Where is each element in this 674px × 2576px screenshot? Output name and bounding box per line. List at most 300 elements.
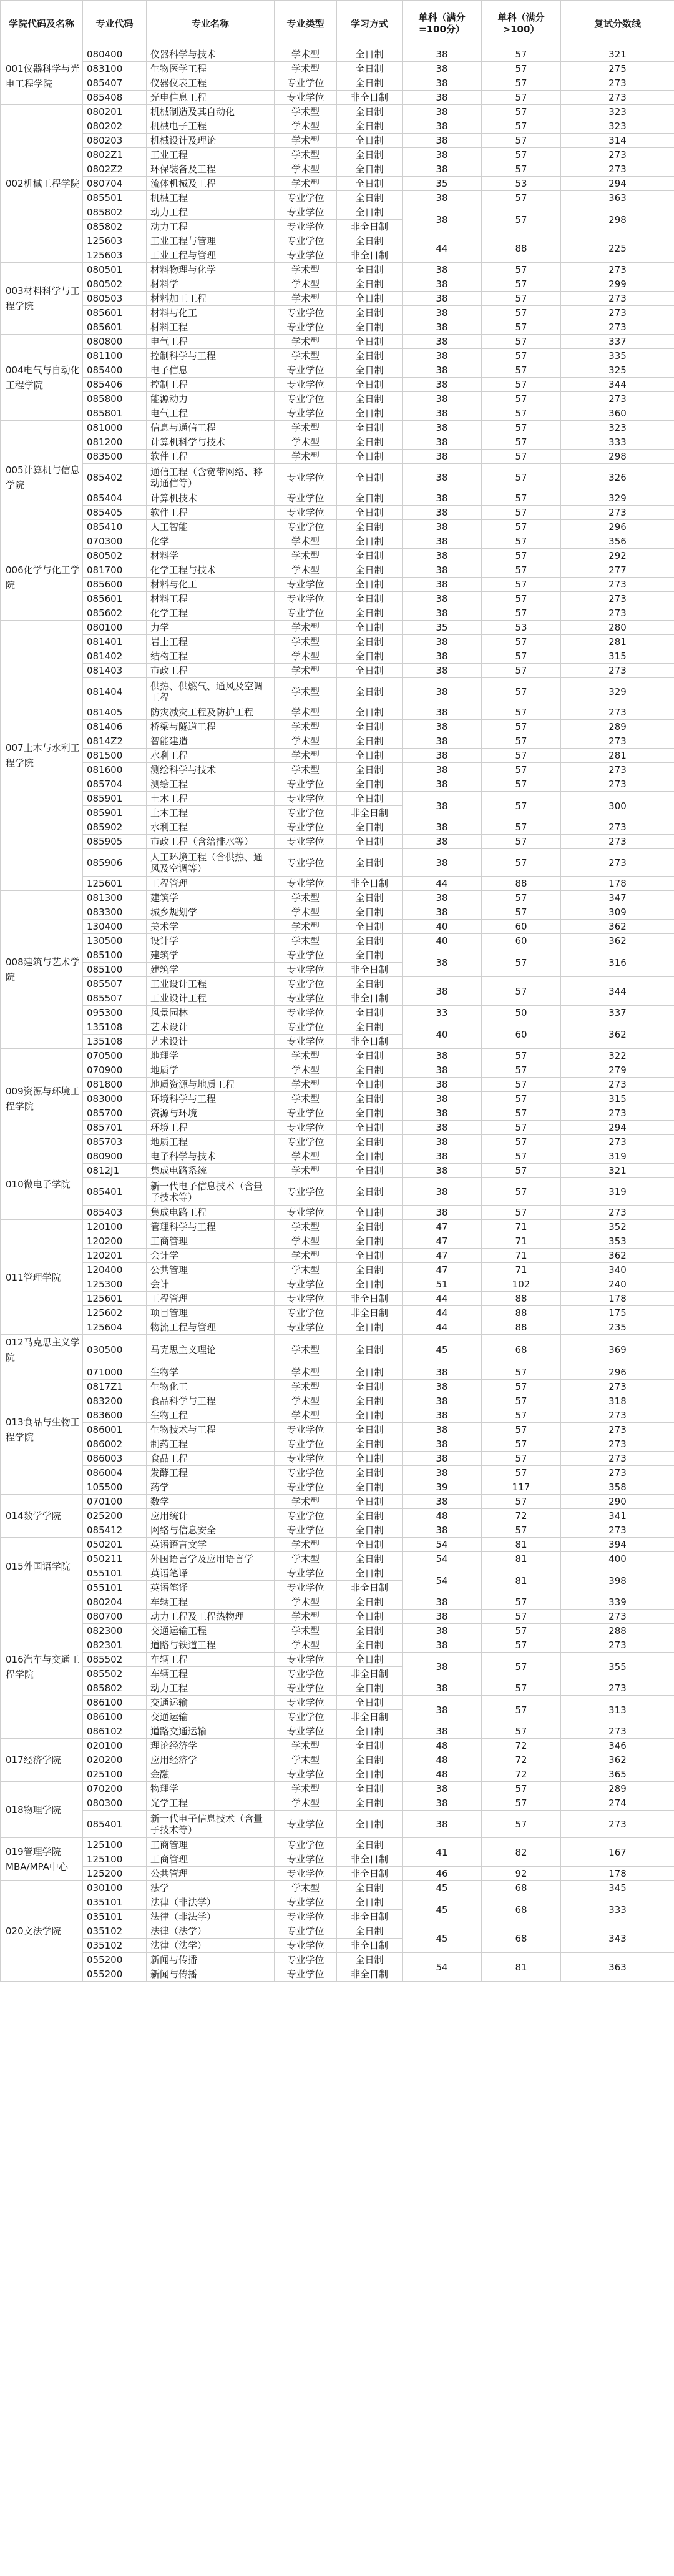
major-name-cell: 理论经济学 xyxy=(147,1739,275,1753)
retest-score-cell: 346 xyxy=(561,1739,674,1753)
table-row xyxy=(1,1753,674,1767)
study-mode-cell: 全日制 xyxy=(337,1624,403,1638)
table-row xyxy=(1,1149,674,1164)
major-name-cell: 道路交通运输 xyxy=(147,1724,275,1739)
major-name-cell: 人工环境工程（含供热、通风及空调等） xyxy=(147,849,275,877)
single-over-100-cell: 57 xyxy=(482,1092,561,1106)
single-over-100-cell: 57 xyxy=(482,1466,561,1480)
major-code-cell: 085401 xyxy=(83,1178,147,1206)
major-type-cell: 专业学位 xyxy=(275,792,337,806)
major-code-cell: 070900 xyxy=(83,1063,147,1078)
study-mode-cell: 全日制 xyxy=(337,119,403,134)
retest-score-cell: 281 xyxy=(561,749,674,763)
major-name-cell: 生物医学工程 xyxy=(147,62,275,76)
major-type-cell: 学术型 xyxy=(275,664,337,678)
study-mode-cell: 全日制 xyxy=(337,1092,403,1106)
retest-score-cell: 323 xyxy=(561,105,674,119)
study-mode-cell: 非全日制 xyxy=(337,1710,403,1724)
single-over-100-cell: 71 xyxy=(482,1220,561,1234)
major-type-cell: 学术型 xyxy=(275,335,337,349)
table-row xyxy=(1,392,674,406)
table-row xyxy=(1,1178,674,1206)
single-over-100-cell: 72 xyxy=(482,1767,561,1782)
retest-score-cell: 337 xyxy=(561,335,674,349)
study-mode-cell: 全日制 xyxy=(337,435,403,450)
study-mode-cell: 全日制 xyxy=(337,1724,403,1739)
single-over-100-cell: 57 xyxy=(482,91,561,105)
major-name-cell: 外国语言学及应用语言学 xyxy=(147,1552,275,1566)
major-type-cell: 专业学位 xyxy=(275,464,337,491)
major-type-cell: 学术型 xyxy=(275,1739,337,1753)
header-study-mode: 学习方式 xyxy=(337,1,403,47)
retest-score-cell: 315 xyxy=(561,649,674,664)
major-name-cell: 工程管理 xyxy=(147,877,275,891)
major-type-cell: 专业学位 xyxy=(275,1767,337,1782)
major-name-cell: 工业工程与管理 xyxy=(147,234,275,248)
retest-score-cell: 273 xyxy=(561,1380,674,1394)
major-type-cell: 学术型 xyxy=(275,1610,337,1624)
major-type-cell: 专业学位 xyxy=(275,835,337,849)
study-mode-cell: 全日制 xyxy=(337,649,403,664)
single-100-cell: 38 xyxy=(403,534,482,549)
college-cell: 007土木与水利工程学院 xyxy=(1,621,83,891)
table-row xyxy=(1,534,674,549)
major-name-cell: 食品科学与工程 xyxy=(147,1394,275,1408)
single-100-cell: 38 xyxy=(403,1595,482,1610)
major-code-cell: 0814Z2 xyxy=(83,734,147,749)
major-type-cell: 专业学位 xyxy=(275,1566,337,1581)
major-type-cell: 专业学位 xyxy=(275,1121,337,1135)
major-type-cell: 专业学位 xyxy=(275,1852,337,1867)
retest-score-cell: 273 xyxy=(561,1206,674,1220)
single-100-cell: 38 xyxy=(403,977,482,1006)
major-name-cell: 岩土工程 xyxy=(147,635,275,649)
major-code-cell: 086003 xyxy=(83,1452,147,1466)
major-name-cell: 计算机技术 xyxy=(147,491,275,506)
single-100-cell: 38 xyxy=(403,320,482,335)
retest-score-cell: 273 xyxy=(561,734,674,749)
study-mode-cell: 全日制 xyxy=(337,835,403,849)
study-mode-cell: 非全日制 xyxy=(337,806,403,820)
table-row xyxy=(1,1724,674,1739)
major-type-cell: 学术型 xyxy=(275,62,337,76)
college-cell: 004电气与自动化工程学院 xyxy=(1,335,83,421)
college-cell: 003材料科学与工程学院 xyxy=(1,263,83,335)
single-100-cell: 38 xyxy=(403,91,482,105)
retest-score-cell: 400 xyxy=(561,1552,674,1566)
major-code-cell: 085403 xyxy=(83,1206,147,1220)
study-mode-cell: 全日制 xyxy=(337,891,403,905)
major-code-cell: 080300 xyxy=(83,1796,147,1811)
study-mode-cell: 全日制 xyxy=(337,749,403,763)
single-100-cell: 48 xyxy=(403,1739,482,1753)
major-type-cell: 学术型 xyxy=(275,1881,337,1895)
single-over-100-cell: 57 xyxy=(482,820,561,835)
major-type-cell: 学术型 xyxy=(275,905,337,920)
header-retest-score: 复试分数线 xyxy=(561,1,674,47)
major-name-cell: 网络与信息安全 xyxy=(147,1523,275,1538)
single-100-cell: 38 xyxy=(403,635,482,649)
table-row xyxy=(1,162,674,177)
major-name-cell: 土木工程 xyxy=(147,792,275,806)
table-row xyxy=(1,1164,674,1178)
study-mode-cell: 全日制 xyxy=(337,177,403,191)
single-100-cell: 38 xyxy=(403,421,482,435)
single-100-cell: 38 xyxy=(403,1164,482,1178)
major-name-cell: 材料学 xyxy=(147,277,275,292)
single-100-cell: 38 xyxy=(403,1380,482,1394)
major-type-cell: 学术型 xyxy=(275,749,337,763)
single-over-100-cell: 57 xyxy=(482,649,561,664)
retest-score-cell: 178 xyxy=(561,877,674,891)
retest-score-cell: 277 xyxy=(561,563,674,578)
retest-score-cell: 347 xyxy=(561,891,674,905)
single-over-100-cell: 57 xyxy=(482,1106,561,1121)
single-over-100-cell: 57 xyxy=(482,277,561,292)
major-type-cell: 专业学位 xyxy=(275,1653,337,1667)
major-code-cell: 0802Z1 xyxy=(83,148,147,162)
major-code-cell: 080800 xyxy=(83,335,147,349)
single-over-100-cell: 88 xyxy=(482,1306,561,1320)
table-row xyxy=(1,205,674,220)
major-code-cell: 035102 xyxy=(83,1939,147,1953)
single-over-100-cell: 60 xyxy=(482,920,561,934)
single-over-100-cell: 57 xyxy=(482,349,561,363)
single-100-cell: 38 xyxy=(403,1078,482,1092)
retest-score-cell: 313 xyxy=(561,1696,674,1724)
major-type-cell: 学术型 xyxy=(275,534,337,549)
major-code-cell: 030500 xyxy=(83,1335,147,1365)
single-100-cell: 38 xyxy=(403,1437,482,1452)
major-type-cell: 专业学位 xyxy=(275,234,337,248)
single-100-cell: 38 xyxy=(403,406,482,421)
retest-score-cell: 341 xyxy=(561,1509,674,1523)
table-row xyxy=(1,635,674,649)
major-name-cell: 新闻与传播 xyxy=(147,1953,275,1967)
retest-score-cell: 321 xyxy=(561,47,674,62)
major-type-cell: 学术型 xyxy=(275,891,337,905)
retest-score-cell: 333 xyxy=(561,435,674,450)
single-100-cell: 38 xyxy=(403,1049,482,1063)
study-mode-cell: 全日制 xyxy=(337,1495,403,1509)
major-code-cell: 080202 xyxy=(83,119,147,134)
table-row xyxy=(1,1782,674,1796)
table-row xyxy=(1,1423,674,1437)
retest-score-cell: 398 xyxy=(561,1566,674,1595)
major-code-cell: 080204 xyxy=(83,1595,147,1610)
study-mode-cell: 全日制 xyxy=(337,1466,403,1480)
table-row xyxy=(1,47,674,62)
major-code-cell: 081100 xyxy=(83,349,147,363)
header-row xyxy=(1,1,674,47)
single-100-cell: 40 xyxy=(403,934,482,948)
single-100-cell: 48 xyxy=(403,1767,482,1782)
retest-score-cell: 296 xyxy=(561,520,674,534)
study-mode-cell: 全日制 xyxy=(337,720,403,734)
table-row xyxy=(1,105,674,119)
major-type-cell: 专业学位 xyxy=(275,91,337,105)
major-code-cell: 086100 xyxy=(83,1710,147,1724)
retest-score-cell: 273 xyxy=(561,763,674,777)
retest-score-cell: 369 xyxy=(561,1335,674,1365)
single-over-100-cell: 57 xyxy=(482,1164,561,1178)
major-code-cell: 125604 xyxy=(83,1320,147,1335)
major-type-cell: 学术型 xyxy=(275,421,337,435)
single-100-cell: 38 xyxy=(403,435,482,450)
major-type-cell: 专业学位 xyxy=(275,1811,337,1838)
table-row xyxy=(1,1538,674,1552)
major-type-cell: 学术型 xyxy=(275,705,337,720)
single-over-100-cell: 57 xyxy=(482,1452,561,1466)
major-code-cell: 080502 xyxy=(83,277,147,292)
single-100-cell: 38 xyxy=(403,392,482,406)
retest-score-cell: 273 xyxy=(561,1452,674,1466)
major-code-cell: 085901 xyxy=(83,806,147,820)
study-mode-cell: 全日制 xyxy=(337,105,403,119)
single-over-100-cell: 81 xyxy=(482,1538,561,1552)
major-code-cell: 070500 xyxy=(83,1049,147,1063)
single-100-cell: 44 xyxy=(403,1292,482,1306)
single-over-100-cell: 57 xyxy=(482,1078,561,1092)
major-code-cell: 085802 xyxy=(83,1681,147,1696)
major-code-cell: 085402 xyxy=(83,464,147,491)
single-over-100-cell: 57 xyxy=(482,1380,561,1394)
major-name-cell: 桥梁与隧道工程 xyxy=(147,720,275,734)
table-row xyxy=(1,720,674,734)
major-type-cell: 专业学位 xyxy=(275,1724,337,1739)
major-code-cell: 080503 xyxy=(83,292,147,306)
retest-score-cell: 273 xyxy=(561,292,674,306)
single-over-100-cell: 57 xyxy=(482,905,561,920)
major-name-cell: 艺术设计 xyxy=(147,1020,275,1035)
single-100-cell: 38 xyxy=(403,734,482,749)
single-over-100-cell: 57 xyxy=(482,606,561,621)
study-mode-cell: 全日制 xyxy=(337,934,403,948)
retest-score-cell: 345 xyxy=(561,1881,674,1895)
study-mode-cell: 全日制 xyxy=(337,406,403,421)
single-over-100-cell: 57 xyxy=(482,1681,561,1696)
major-type-cell: 学术型 xyxy=(275,1092,337,1106)
major-code-cell: 085502 xyxy=(83,1653,147,1667)
study-mode-cell: 全日制 xyxy=(337,506,403,520)
study-mode-cell: 全日制 xyxy=(337,1523,403,1538)
major-type-cell: 专业学位 xyxy=(275,1710,337,1724)
table-row xyxy=(1,363,674,378)
major-code-cell: 085800 xyxy=(83,392,147,406)
single-100-cell: 38 xyxy=(403,905,482,920)
major-code-cell: 085601 xyxy=(83,306,147,320)
single-100-cell: 54 xyxy=(403,1953,482,1982)
single-over-100-cell: 57 xyxy=(482,134,561,148)
major-code-cell: 081200 xyxy=(83,435,147,450)
study-mode-cell: 全日制 xyxy=(337,1164,403,1178)
table-row xyxy=(1,76,674,91)
major-name-cell: 物理学 xyxy=(147,1782,275,1796)
single-100-cell: 38 xyxy=(403,491,482,506)
retest-score-cell: 358 xyxy=(561,1480,674,1495)
major-code-cell: 035101 xyxy=(83,1895,147,1910)
major-type-cell: 学术型 xyxy=(275,47,337,62)
table-row xyxy=(1,450,674,464)
major-code-cell: 085501 xyxy=(83,191,147,205)
study-mode-cell: 全日制 xyxy=(337,1895,403,1910)
major-name-cell: 应用统计 xyxy=(147,1509,275,1523)
single-over-100-cell: 57 xyxy=(482,306,561,320)
major-name-cell: 新一代电子信息技术（含量子技术等） xyxy=(147,1811,275,1838)
college-cell: 005计算机与信息学院 xyxy=(1,421,83,534)
major-name-cell: 环境工程 xyxy=(147,1121,275,1135)
major-code-cell: 105500 xyxy=(83,1480,147,1495)
major-type-cell: 学术型 xyxy=(275,1149,337,1164)
table-row xyxy=(1,1924,674,1939)
table-row xyxy=(1,306,674,320)
table-row xyxy=(1,1881,674,1895)
study-mode-cell: 全日制 xyxy=(337,1595,403,1610)
single-over-100-cell: 57 xyxy=(482,378,561,392)
major-name-cell: 机械设计及理论 xyxy=(147,134,275,148)
single-100-cell: 38 xyxy=(403,1178,482,1206)
single-100-cell: 38 xyxy=(403,1724,482,1739)
major-type-cell: 专业学位 xyxy=(275,1292,337,1306)
major-code-cell: 085400 xyxy=(83,363,147,378)
major-type-cell: 学术型 xyxy=(275,1220,337,1234)
major-name-cell: 控制科学与工程 xyxy=(147,349,275,363)
single-100-cell: 38 xyxy=(403,450,482,464)
major-code-cell: 081600 xyxy=(83,763,147,777)
header-college: 学院代码及名称 xyxy=(1,1,83,47)
study-mode-cell: 全日制 xyxy=(337,1121,403,1135)
major-type-cell: 学术型 xyxy=(275,263,337,277)
single-100-cell: 38 xyxy=(403,720,482,734)
table-row xyxy=(1,1277,674,1292)
single-over-100-cell: 57 xyxy=(482,720,561,734)
major-code-cell: 080502 xyxy=(83,549,147,563)
major-name-cell: 信息与通信工程 xyxy=(147,421,275,435)
major-type-cell: 学术型 xyxy=(275,349,337,363)
retest-score-cell: 273 xyxy=(561,1106,674,1121)
single-over-100-cell: 50 xyxy=(482,1006,561,1020)
major-type-cell: 专业学位 xyxy=(275,1452,337,1466)
retest-score-cell: 275 xyxy=(561,62,674,76)
major-code-cell: 055200 xyxy=(83,1967,147,1982)
major-code-cell: 085901 xyxy=(83,792,147,806)
study-mode-cell: 全日制 xyxy=(337,349,403,363)
study-mode-cell: 全日制 xyxy=(337,1838,403,1852)
major-name-cell: 制药工程 xyxy=(147,1437,275,1452)
table-row xyxy=(1,934,674,948)
major-name-cell: 建筑学 xyxy=(147,963,275,977)
major-type-cell: 专业学位 xyxy=(275,520,337,534)
study-mode-cell: 全日制 xyxy=(337,1178,403,1206)
major-type-cell: 学术型 xyxy=(275,1638,337,1653)
study-mode-cell: 全日制 xyxy=(337,849,403,877)
major-code-cell: 080201 xyxy=(83,105,147,119)
study-mode-cell: 全日制 xyxy=(337,1437,403,1452)
single-100-cell: 38 xyxy=(403,792,482,820)
table-row xyxy=(1,891,674,905)
single-100-cell: 38 xyxy=(403,162,482,177)
major-code-cell: 085703 xyxy=(83,1135,147,1149)
study-mode-cell: 全日制 xyxy=(337,1149,403,1164)
major-type-cell: 学术型 xyxy=(275,621,337,635)
retest-score-cell: 314 xyxy=(561,134,674,148)
college-cell: 018物理学院 xyxy=(1,1782,83,1838)
retest-score-cell: 329 xyxy=(561,678,674,705)
retest-score-cell: 318 xyxy=(561,1394,674,1408)
table-row xyxy=(1,1495,674,1509)
single-100-cell: 38 xyxy=(403,1796,482,1811)
major-name-cell: 化学 xyxy=(147,534,275,549)
single-100-cell: 38 xyxy=(403,705,482,720)
major-type-cell: 专业学位 xyxy=(275,1895,337,1910)
table-row xyxy=(1,1437,674,1452)
single-over-100-cell: 57 xyxy=(482,635,561,649)
major-type-cell: 专业学位 xyxy=(275,991,337,1006)
major-name-cell: 环境科学与工程 xyxy=(147,1092,275,1106)
single-over-100-cell: 57 xyxy=(482,1365,561,1380)
major-name-cell: 材料工程 xyxy=(147,320,275,335)
single-100-cell: 47 xyxy=(403,1234,482,1249)
retest-score-cell: 273 xyxy=(561,849,674,877)
table-row xyxy=(1,1365,674,1380)
retest-score-cell: 321 xyxy=(561,1164,674,1178)
major-code-cell: 050211 xyxy=(83,1552,147,1566)
table-row xyxy=(1,849,674,877)
single-100-cell: 38 xyxy=(403,306,482,320)
retest-score-cell: 322 xyxy=(561,1049,674,1063)
study-mode-cell: 全日制 xyxy=(337,1782,403,1796)
single-over-100-cell: 72 xyxy=(482,1739,561,1753)
major-code-cell: 081406 xyxy=(83,720,147,734)
major-type-cell: 专业学位 xyxy=(275,191,337,205)
single-over-100-cell: 57 xyxy=(482,191,561,205)
single-over-100-cell: 57 xyxy=(482,1049,561,1063)
study-mode-cell: 全日制 xyxy=(337,1638,403,1653)
major-type-cell: 专业学位 xyxy=(275,578,337,592)
major-code-cell: 050201 xyxy=(83,1538,147,1552)
single-over-100-cell: 57 xyxy=(482,421,561,435)
major-name-cell: 生物工程 xyxy=(147,1408,275,1423)
study-mode-cell: 全日制 xyxy=(337,1811,403,1838)
retest-score-cell: 329 xyxy=(561,491,674,506)
single-100-cell: 38 xyxy=(403,1121,482,1135)
retest-score-cell: 225 xyxy=(561,234,674,263)
table-row xyxy=(1,792,674,806)
study-mode-cell: 全日制 xyxy=(337,1881,403,1895)
major-code-cell: 081000 xyxy=(83,421,147,435)
major-type-cell: 专业学位 xyxy=(275,1135,337,1149)
single-over-100-cell: 57 xyxy=(482,148,561,162)
single-over-100-cell: 57 xyxy=(482,450,561,464)
table-row xyxy=(1,335,674,349)
study-mode-cell: 全日制 xyxy=(337,1365,403,1380)
table-row xyxy=(1,491,674,506)
study-mode-cell: 全日制 xyxy=(337,1610,403,1624)
retest-score-cell: 323 xyxy=(561,119,674,134)
major-type-cell: 专业学位 xyxy=(275,1106,337,1121)
major-name-cell: 动力工程 xyxy=(147,220,275,234)
major-code-cell: 125602 xyxy=(83,1306,147,1320)
single-over-100-cell: 57 xyxy=(482,320,561,335)
major-type-cell: 学术型 xyxy=(275,1365,337,1380)
study-mode-cell: 全日制 xyxy=(337,763,403,777)
table-row xyxy=(1,1523,674,1538)
major-name-cell: 药学 xyxy=(147,1480,275,1495)
major-type-cell: 专业学位 xyxy=(275,1006,337,1020)
major-type-cell: 专业学位 xyxy=(275,806,337,820)
table-row xyxy=(1,749,674,763)
single-100-cell: 38 xyxy=(403,891,482,905)
